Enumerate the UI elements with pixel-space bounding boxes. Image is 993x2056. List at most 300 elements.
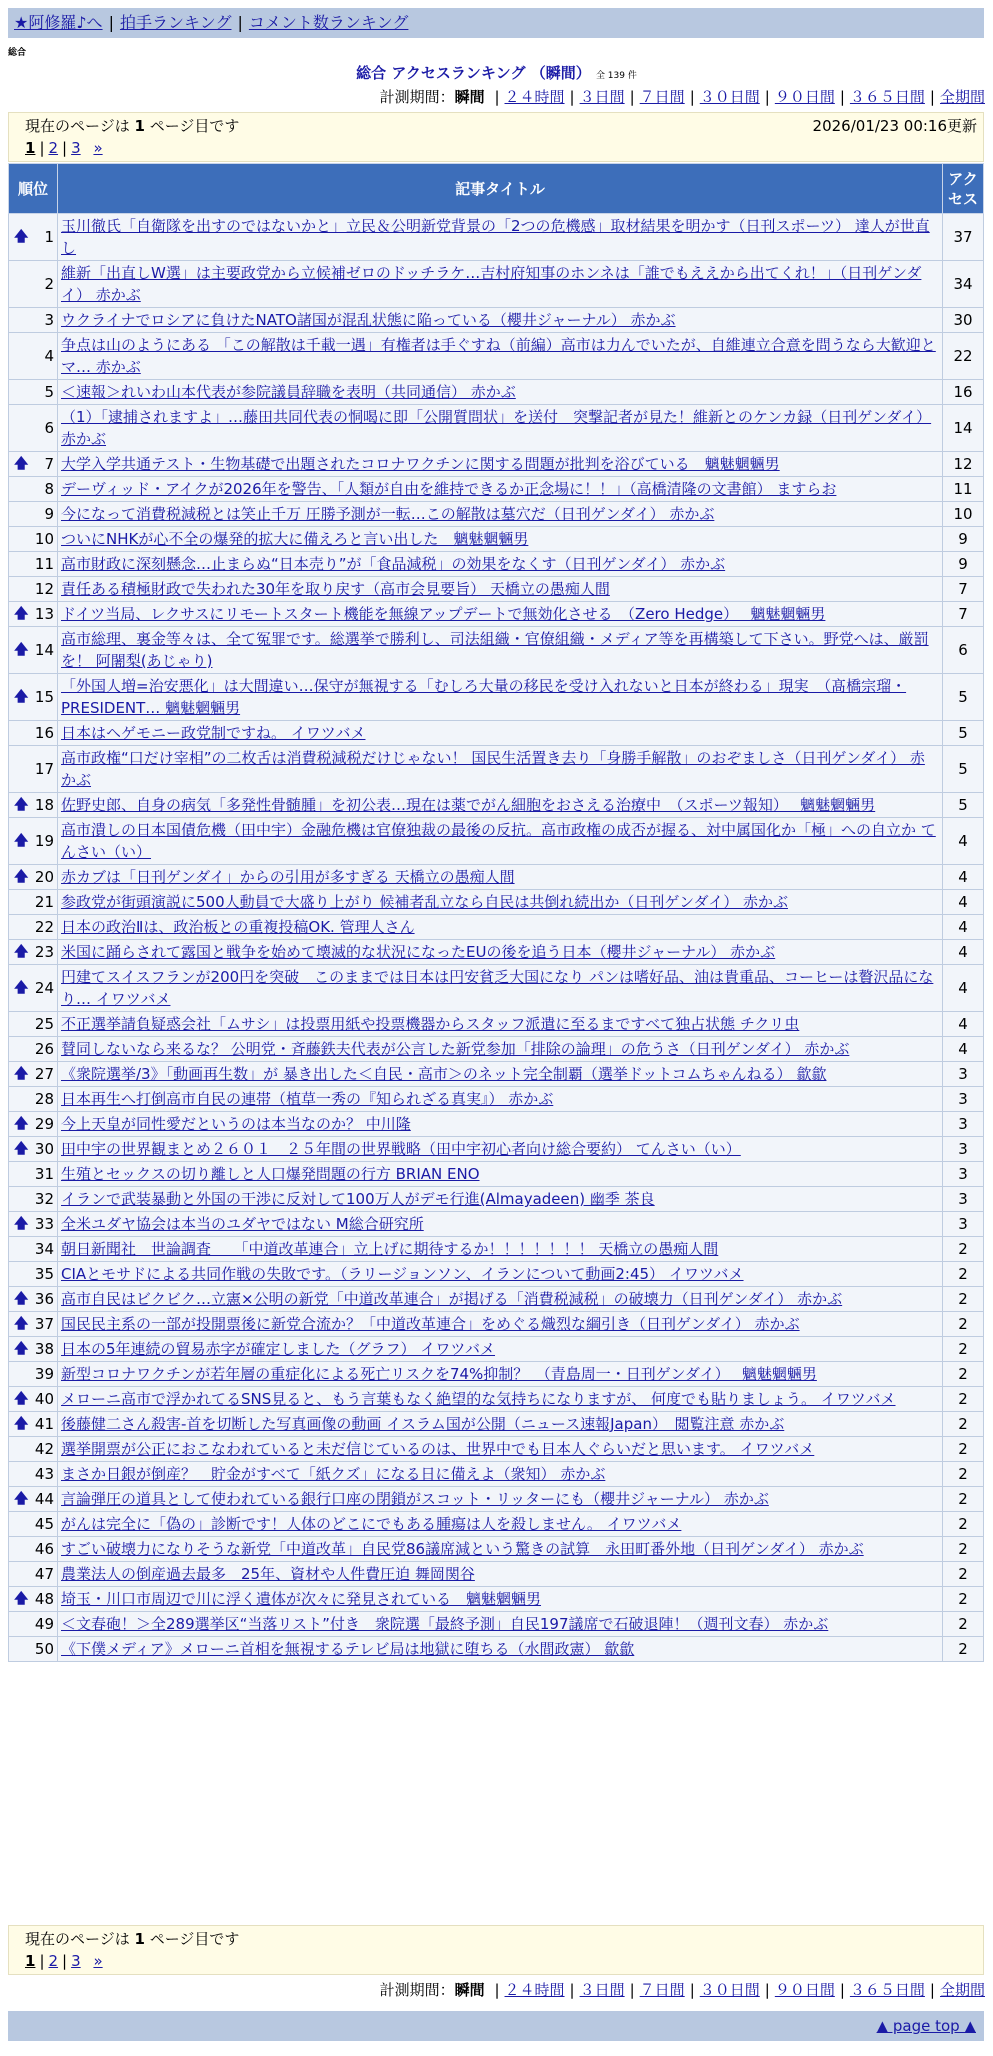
- period-link-5[interactable]: ３６５日間: [849, 1981, 925, 1999]
- rank-cell: [9, 333, 58, 380]
- title-cell: [58, 1562, 943, 1587]
- period-link-6[interactable]: 全期間: [939, 1981, 985, 1999]
- rank-cell: [9, 308, 58, 333]
- category-label: 総合: [8, 48, 27, 58]
- access-count: 16: [943, 380, 984, 405]
- table-row: [9, 405, 984, 452]
- title-cell: [58, 1262, 943, 1287]
- table-row: [9, 1287, 984, 1312]
- page-links: [25, 1950, 967, 1972]
- rank-cell: [9, 674, 58, 721]
- table-row: [9, 865, 984, 890]
- page-link-2[interactable]: 2: [48, 1952, 59, 1970]
- up-arrow-icon: 🡅: [14, 1391, 29, 1407]
- access-count: 4: [943, 890, 984, 915]
- title-cell: [58, 674, 943, 721]
- rank-number: 31: [34, 1165, 54, 1183]
- rank-cell: [9, 452, 58, 477]
- access-count: 2: [943, 1487, 984, 1512]
- top-nav: [8, 8, 984, 38]
- home-link[interactable]: ★阿修羅♪へ: [14, 13, 103, 32]
- pager-text-before: 現在のページは: [25, 117, 130, 135]
- rank-cell: [9, 1212, 58, 1237]
- rank-cell: [9, 940, 58, 965]
- rank-cell: [9, 1137, 58, 1162]
- table-row: [9, 1112, 984, 1137]
- article-link[interactable]: 高市政権“口だけ宰相”の二枚舌は消費税減税だけじゃない！ 国民生活置き去り「身勝手解散」のおぞましさ（日刊ゲンダイ） 赤かぶ: [61, 749, 925, 789]
- article-link[interactable]: 高市総理、裏金等々は、全て冤罪です。総選挙で勝利し、司法組織・官僚組織・メディア等を再構築して下さい。野党へは、厳罰を！ 阿闍梨(あじゃり): [61, 630, 929, 670]
- pager-top: [8, 112, 984, 162]
- page-title: [0, 62, 993, 83]
- table-row: [9, 793, 984, 818]
- title-cell: [58, 940, 943, 965]
- article-link[interactable]: 日本再生へ打倒高市自民の連帯（植草一秀の『知られざる真実』） 赤かぶ: [61, 1090, 554, 1108]
- rank-cell: [9, 1262, 58, 1287]
- table-row: [9, 1062, 984, 1087]
- access-count: 30: [943, 308, 984, 333]
- period-separator: |: [494, 88, 500, 106]
- table-row: [9, 1612, 984, 1637]
- article-link[interactable]: ドイツ当局、レクサスにリモートスタート機能を無線アップデートで無効化させる （Zero Hedge） 魑魅魍魎男: [61, 605, 826, 623]
- access-count: 3: [943, 1062, 984, 1087]
- period-separator: |: [689, 88, 695, 106]
- period-separator: |: [929, 88, 935, 106]
- title-cell: [58, 380, 943, 405]
- table-row: [9, 746, 984, 793]
- period-link-3[interactable]: ３０日間: [699, 88, 760, 106]
- ranking-header-row: [9, 164, 984, 214]
- article-link[interactable]: 高市潰しの日本国債危機（田中宇）金融危機は官僚独裁の最後の反抗。高市政権の成否が握る、対中属国化か「極」への自立か てんさい（い）: [61, 821, 936, 861]
- title-cell: [58, 1537, 943, 1562]
- access-count: 4: [943, 1012, 984, 1037]
- period-label: 計測期間：: [379, 1981, 455, 1999]
- access-count: 7: [943, 602, 984, 627]
- period-separator: |: [929, 1981, 935, 1999]
- page-separator: |: [39, 139, 45, 157]
- rank-number: 24: [34, 979, 54, 997]
- up-arrow-icon: 🡅: [14, 456, 29, 472]
- rank-header: 順位: [9, 164, 58, 214]
- comment-ranking-link[interactable]: コメント数ランキング: [248, 13, 409, 32]
- period-link-1[interactable]: ３日間: [579, 1981, 625, 1999]
- rank-number: 46: [34, 1540, 54, 1558]
- period-separator: |: [494, 1981, 500, 1999]
- table-row: [9, 818, 984, 865]
- rank-number: 12: [34, 580, 54, 598]
- article-link[interactable]: すごい破壊力になりそうな新党「中道改革」自民党86議席減という驚きの試算 永田町番外地（日刊ゲンダイ） 赤かぶ: [61, 1540, 864, 1558]
- article-link[interactable]: デーヴィッド・アイクが2026年を警告、「人類が自由を維持できるか正念場に！！」（高橋清隆の文書館） ますらお: [61, 480, 837, 498]
- up-arrow-icon: 🡅: [14, 1416, 29, 1432]
- table-row: [9, 502, 984, 527]
- article-link[interactable]: 国民民主系の一部が投開票後に新党合流か？「中道改革連合」をめぐる熾烈な綱引き（日刊ゲンダイ） 赤かぶ: [61, 1315, 800, 1333]
- access-count: 2: [943, 1387, 984, 1412]
- rank-number: 18: [34, 796, 54, 814]
- period-link-0[interactable]: ２４時間: [504, 1981, 565, 1999]
- period-separator: |: [629, 88, 635, 106]
- rank-number: 10: [34, 530, 54, 548]
- article-link[interactable]: 佐野史郎、自身の病気「多発性骨髄腫」を初公表…現在は薬でがん細胞をおさえる治療中 （スポーツ報知） 魑魅魍魎男: [61, 796, 876, 814]
- current-page-text: [25, 1928, 967, 1950]
- up-arrow-icon: 🡅: [14, 1316, 29, 1332]
- article-link[interactable]: 埼玉・川口市周辺で川に浮く遺体が次々に発見されている 魑魅魍魎男: [61, 1590, 542, 1608]
- article-link[interactable]: 日本はヘゲモニー政党制ですね。 イワツバメ: [61, 724, 366, 742]
- article-link[interactable]: ＜文春砲！＞全289選挙区“当落リスト”付き 衆院選「最終予測」自民197議席で石破退陣！（週刊文春） 赤かぶ: [61, 1615, 829, 1633]
- table-row: [9, 890, 984, 915]
- rank-cell: [9, 477, 58, 502]
- period-separator: |: [764, 1981, 770, 1999]
- article-link[interactable]: 赤カブは「日刊ゲンダイ」からの引用が多すぎる 天橋立の愚痴人間: [61, 868, 515, 886]
- title-cell: [58, 1187, 943, 1212]
- access-count: 4: [943, 965, 984, 1012]
- access-count: 2: [943, 1562, 984, 1587]
- access-count: 5: [943, 746, 984, 793]
- rank-number: 35: [34, 1265, 54, 1283]
- pager-current-number: 1: [134, 1930, 145, 1948]
- period-link-3[interactable]: ３０日間: [699, 1981, 760, 1999]
- table-row: [9, 552, 984, 577]
- table-row: [9, 308, 984, 333]
- rank-number: 48: [34, 1590, 54, 1608]
- page-link-3[interactable]: 3: [71, 1952, 81, 1970]
- next-page-link[interactable]: »: [93, 139, 103, 157]
- access-count: 4: [943, 915, 984, 940]
- article-link[interactable]: 高市自民はビクビク…立憲×公明の新党「中道改革連合」が掲げる「消費税減税」の破壊力（日刊ゲンダイ） 赤かぶ: [61, 1290, 843, 1308]
- article-link[interactable]: 新型コロナワクチンが若年層の重症化による死亡リスクを74%抑制？ （青島周一・日刊ゲンダイ） 魑魅魍魎男: [61, 1365, 817, 1383]
- article-link[interactable]: 高市財政に深刻懸念…止まらぬ“日本売り”が「食品減税」の効果をなくす（日刊ゲンダイ） 赤かぶ: [61, 555, 726, 573]
- period-separator: |: [689, 1981, 695, 1999]
- rank-cell: [9, 793, 58, 818]
- article-link[interactable]: 米国に踊らされて露国と戦争を始めて壊滅的な状況になったEUの後を追う日本（櫻井ジャーナル） 赤かぶ: [61, 943, 776, 961]
- next-page-link[interactable]: »: [93, 1952, 103, 1970]
- title-cell: [58, 865, 943, 890]
- access-count: 3: [943, 1112, 984, 1137]
- rank-cell: [9, 1112, 58, 1137]
- rank-number: 30: [34, 1140, 54, 1158]
- title-cell: [58, 1362, 943, 1387]
- article-link[interactable]: 朝日新聞社 世論調査 「中道改革連合」立上げに期待するか！！！！！！！ 天橋立の愚痴人間: [61, 1240, 719, 1258]
- article-link[interactable]: 田中宇の世界観まとめ２６０１ ２５年間の世界戦略（田中宇初心者向け総合要約） てんさい（い）: [61, 1140, 741, 1158]
- up-arrow-icon: 🡅: [14, 797, 29, 813]
- rank-cell: [9, 552, 58, 577]
- article-link[interactable]: 日本の5年連続の貿易赤字が確定しました（グラフ） イワツバメ: [61, 1340, 496, 1358]
- article-link[interactable]: ウクライナでロシアに負けたNATO諸国が混乱状態に陥っている（櫻井ジャーナル） 赤かぶ: [61, 311, 676, 329]
- access-count: 5: [943, 721, 984, 746]
- title-cell: [58, 793, 943, 818]
- rank-number: 8: [44, 480, 54, 498]
- article-link[interactable]: 維新「出直しW選」は主要政党から立候補ゼロのドッチラケ…吉村府知事のホンネは「誰でもええから出てくれ！」（日刊ゲンダイ） 赤かぶ: [61, 264, 922, 304]
- title-cell: [58, 1062, 943, 1087]
- access-count: 2: [943, 1412, 984, 1437]
- title-cell: [58, 1287, 943, 1312]
- article-link[interactable]: 今になって消費税減税とは笑止千万 圧勝予測が一転…この解散は墓穴だ（日刊ゲンダイ） 赤かぶ: [61, 505, 715, 523]
- title-cell: [58, 308, 943, 333]
- access-count: 2: [943, 1637, 984, 1662]
- rank-cell: [9, 261, 58, 308]
- up-arrow-icon: 🡅: [14, 229, 29, 245]
- rank-number: 41: [34, 1415, 54, 1433]
- article-link[interactable]: 賛同しないなら来るな？ 公明党・斉藤鉄夫代表が公言した新党参加「排除の論理」の危うさ（日刊ゲンダイ） 赤かぶ: [61, 1040, 850, 1058]
- access-count: 4: [943, 1037, 984, 1062]
- access-count: 4: [943, 818, 984, 865]
- article-link[interactable]: 《下僕メディア》メローニ首相を無視するテレビ局は地獄に堕ちる（水間政憲） 歙歙: [61, 1640, 635, 1658]
- table-row: [9, 452, 984, 477]
- table-row: [9, 1012, 984, 1037]
- table-row: [9, 1212, 984, 1237]
- up-arrow-icon: 🡅: [14, 980, 29, 996]
- period-link-5[interactable]: ３６５日間: [849, 88, 925, 106]
- access-count: 4: [943, 940, 984, 965]
- title-cell: [58, 1312, 943, 1337]
- title-cell: [58, 721, 943, 746]
- bottom-bar: [8, 2011, 984, 2041]
- period-links: [489, 88, 985, 106]
- up-arrow-icon: 🡅: [14, 833, 29, 849]
- page-separator: |: [39, 1952, 45, 1970]
- rank-number: 42: [34, 1440, 54, 1458]
- access-count: 3: [943, 1087, 984, 1112]
- article-link[interactable]: 生殖とセックスの切り離しと人口爆発問題の行方 BRIAN ENO: [61, 1165, 480, 1183]
- table-row: [9, 940, 984, 965]
- table-row: [9, 261, 984, 308]
- up-arrow-icon: 🡅: [14, 944, 29, 960]
- article-link[interactable]: 選挙開票が公正におこなわれていると未だ信じているのは、世界中でも日本人ぐらいだと思います。 イワツバメ: [61, 1440, 815, 1458]
- rank-number: 34: [34, 1240, 54, 1258]
- article-link[interactable]: 責任ある積極財政で失われた30年を取り戻す（高市会見要旨） 天橋立の愚痴人間: [61, 580, 610, 598]
- table-row: [9, 602, 984, 627]
- table-row: [9, 915, 984, 940]
- access-count: 12: [943, 452, 984, 477]
- pager-text-after: ページ目です: [149, 117, 240, 135]
- article-link[interactable]: 円建てスイスフランが200円を突破 このままでは日本は円安貧乏大国になり パンは嗜好品、油は貴重品、コーヒーは贅沢品になり… イワツバメ: [61, 968, 934, 1008]
- period-link-4[interactable]: ９０日間: [774, 88, 835, 106]
- rank-number: 27: [34, 1065, 54, 1083]
- access-count: 22: [943, 333, 984, 380]
- table-row: [9, 1187, 984, 1212]
- page-spacer: [81, 139, 94, 157]
- article-link[interactable]: 《衆院選挙/3》「動画再生数」が 暴き出した＜自民・高市＞のネット完全制覇（選挙ドットコムちゃんねる） 歙歙: [61, 1065, 827, 1083]
- table-row: [9, 214, 984, 261]
- title-cell: [58, 1162, 943, 1187]
- count-header: アクセス: [943, 164, 984, 214]
- rank-number: 40: [34, 1390, 54, 1408]
- access-count: 14: [943, 405, 984, 452]
- rank-cell: [9, 818, 58, 865]
- period-link-2[interactable]: ７日間: [639, 88, 685, 106]
- rank-number: 43: [34, 1465, 54, 1483]
- title-cell: [58, 1337, 943, 1362]
- article-link[interactable]: 後藤健二さん殺害-首を切断した写真画像の動画 イスラム国が公開（ニュース速報Japan） 閲覧注意 赤かぶ: [61, 1415, 785, 1433]
- rank-number: 45: [34, 1515, 54, 1533]
- article-link[interactable]: 大学入学共通テスト・生物基礎で出題されたコロナワクチンに関する問題が批判を浴びている 魑魅魍魎男: [61, 455, 780, 473]
- period-current: 瞬間: [454, 1981, 485, 1999]
- title-cell: [58, 502, 943, 527]
- article-link[interactable]: 日本の政治Ⅱは、政治板との重複投稿OK. 管理人さん: [61, 918, 415, 936]
- article-link[interactable]: 全米ユダヤ協会は本当のユダヤではない M総合研究所: [61, 1215, 424, 1233]
- nav-separator: |: [237, 13, 243, 32]
- rank-cell: [9, 865, 58, 890]
- rank-number: 39: [34, 1365, 54, 1383]
- access-count: 2: [943, 1287, 984, 1312]
- article-link[interactable]: メローニ高市で浮かれてるSNS見ると、もう言葉もなく絶望的な気持ちになりますが、 何度でも貼りましょう。 イワツバメ: [61, 1390, 896, 1408]
- access-count: 2: [943, 1587, 984, 1612]
- article-link[interactable]: 参政党が街頭演説に500人動員で大盛り上がり 候補者乱立なら自民は共倒れ続出か（日刊ゲンダイ） 赤かぶ: [61, 893, 788, 911]
- article-link[interactable]: CIAとモサドによる共同作戦の失敗です。（ラリージョンソン、イランについて動画2:45） イワツバメ: [61, 1265, 744, 1283]
- access-count: 2: [943, 1237, 984, 1262]
- period-link-2[interactable]: ７日間: [639, 1981, 685, 1999]
- rank-cell: [9, 721, 58, 746]
- rank-cell: [9, 890, 58, 915]
- access-count: 2: [943, 1337, 984, 1362]
- access-count: 2: [943, 1512, 984, 1537]
- title-cell: [58, 1637, 943, 1662]
- access-count: 3: [943, 1137, 984, 1162]
- up-arrow-icon: 🡅: [14, 642, 29, 658]
- up-arrow-icon: 🡅: [14, 1591, 29, 1607]
- rank-number: 29: [34, 1115, 54, 1133]
- table-row: [9, 1537, 984, 1562]
- table-row: [9, 1637, 984, 1662]
- rank-number: 26: [34, 1040, 54, 1058]
- rank-number: 37: [34, 1315, 54, 1333]
- table-row: [9, 527, 984, 552]
- access-count: 2: [943, 1312, 984, 1337]
- page-top-link[interactable]: ▲ page top ▲: [876, 2017, 976, 2035]
- article-link[interactable]: （1）「逮捕されますよ」…藤田共同代表の恫喝に即「公開質問状」を送付 突撃記者が見た！維新とのケンカ録（日刊ゲンダイ） 赤かぶ: [61, 408, 932, 448]
- period-link-6[interactable]: 全期間: [939, 88, 985, 106]
- access-count: 37: [943, 214, 984, 261]
- period-link-1[interactable]: ３日間: [579, 88, 625, 106]
- title-cell: [58, 261, 943, 308]
- up-arrow-icon: 🡅: [14, 1216, 29, 1232]
- up-arrow-icon: 🡅: [14, 1291, 29, 1307]
- nav-separator: |: [108, 13, 114, 32]
- article-link[interactable]: イランで武装暴動と外国の干渉に反対して100万人がデモ行進(Almayadeen) 幽季 茶良: [61, 1190, 655, 1208]
- rank-number: 7: [44, 455, 54, 473]
- title-cell: [58, 1437, 943, 1462]
- up-arrow-icon: 🡅: [14, 1491, 29, 1507]
- pager-bottom: [8, 1925, 984, 1975]
- table-row: [9, 1387, 984, 1412]
- article-link[interactable]: 争点は山のようにある 「この解散は千載一遇」有権者は手ぐすね（前編）高市は力んでいたが、自維連立合意を問うなら大歓迎とマ… 赤かぶ: [61, 336, 936, 376]
- title-cell: [58, 1512, 943, 1537]
- title-cell: [58, 405, 943, 452]
- article-link[interactable]: 不正選挙請負疑惑会社「ムサシ」は投票用紙や投票機器からスタッフ派遣に至るまですべて独占状態 チクリ虫: [61, 1015, 800, 1033]
- rank-number: 2: [44, 275, 54, 293]
- rank-number: 44: [34, 1490, 54, 1508]
- rank-number: 32: [34, 1190, 54, 1208]
- access-count: 9: [943, 552, 984, 577]
- pager-current-number: 1: [134, 117, 145, 135]
- rank-cell: [9, 746, 58, 793]
- period-separator: |: [764, 88, 770, 106]
- table-row: [9, 1512, 984, 1537]
- rank-number: 16: [34, 724, 54, 742]
- title-cell: [58, 1112, 943, 1137]
- page-link-1: 1: [25, 139, 36, 157]
- pager-text-after: ページ目です: [149, 1930, 240, 1948]
- rank-cell: [9, 1062, 58, 1087]
- period-separator: |: [839, 88, 845, 106]
- table-row: [9, 627, 984, 674]
- ranking-table: [8, 163, 984, 1662]
- table-row: [9, 1487, 984, 1512]
- rank-cell: [9, 1562, 58, 1587]
- access-count: 9: [943, 527, 984, 552]
- title-header: 記事タイトル: [58, 164, 943, 214]
- period-selector-bottom: [380, 1979, 985, 2000]
- rank-cell: [9, 1437, 58, 1462]
- rank-cell: [9, 915, 58, 940]
- rank-number: 22: [34, 918, 54, 936]
- rank-cell: [9, 1637, 58, 1662]
- title-cell: [58, 1387, 943, 1412]
- table-row: [9, 1087, 984, 1112]
- title-cell: [58, 477, 943, 502]
- title-cell: [58, 1012, 943, 1037]
- article-link[interactable]: ＜速報＞れいわ山本代表が参院議員辞職を表明（共同通信） 赤かぶ: [61, 383, 516, 401]
- title-cell: [58, 452, 943, 477]
- up-arrow-icon: 🡅: [14, 869, 29, 885]
- rank-number: 19: [34, 832, 54, 850]
- rank-number: 17: [34, 760, 54, 778]
- rank-cell: [9, 1487, 58, 1512]
- article-link[interactable]: がんは完全に「偽の」診断です！人体のどこにでもある腫瘍は人を殺しません。 イワツバメ: [61, 1515, 682, 1533]
- table-row: [9, 1587, 984, 1612]
- clap-ranking-link[interactable]: 拍手ランキング: [119, 13, 232, 32]
- table-row: [9, 333, 984, 380]
- rank-cell: [9, 1237, 58, 1262]
- rank-number: 28: [34, 1090, 54, 1108]
- title-cell: [58, 1412, 943, 1437]
- rank-cell: [9, 214, 58, 261]
- period-label: 計測期間：: [379, 88, 455, 106]
- rank-cell: [9, 1387, 58, 1412]
- article-link[interactable]: ついにNHKが心不全の爆発的拡大に備えろと言い出した 魑魅魍魎男: [61, 530, 529, 548]
- rank-cell: [9, 1162, 58, 1187]
- title-cell: [58, 214, 943, 261]
- rank-number: 20: [34, 868, 54, 886]
- article-link[interactable]: 「外国人増=治安悪化」は大間違い…保守が無視する「むしろ大量の移民を受け入れないと日本が終わる」現実 （髙橋宗瑠・PRESIDENT… 魑魅魍魎男: [61, 677, 907, 717]
- title-cell: [58, 1037, 943, 1062]
- rank-cell: [9, 380, 58, 405]
- title-cell: [58, 527, 943, 552]
- table-row: [9, 1337, 984, 1362]
- period-link-0[interactable]: ２４時間: [504, 88, 565, 106]
- rank-cell: [9, 1312, 58, 1337]
- page-links: [25, 137, 967, 159]
- article-link[interactable]: 言論弾圧の道具として使われている銀行口座の閉鎖がスコット・リッターにも（櫻井ジャーナル） 赤かぶ: [61, 1490, 769, 1508]
- page-link-3[interactable]: 3: [71, 139, 81, 157]
- period-link-4[interactable]: ９０日間: [774, 1981, 835, 1999]
- rank-cell: [9, 1287, 58, 1312]
- article-link[interactable]: 今上天皇が同性愛だというのは本当なのか？ 中川隆: [61, 1115, 411, 1133]
- rank-number: 4: [44, 347, 54, 365]
- access-count: 2: [943, 1362, 984, 1387]
- page-link-2[interactable]: 2: [48, 139, 59, 157]
- rank-number: 25: [34, 1015, 54, 1033]
- access-count: 2: [943, 1537, 984, 1562]
- table-row: [9, 1262, 984, 1287]
- rank-cell: [9, 627, 58, 674]
- table-row: [9, 1462, 984, 1487]
- rank-cell: [9, 1087, 58, 1112]
- article-link[interactable]: 農業法人の倒産過去最多 25年、資材や人件費圧迫 舞岡関谷: [61, 1565, 475, 1583]
- period-links: [489, 1981, 985, 1999]
- access-count: 3: [943, 1212, 984, 1237]
- period-separator: |: [629, 1981, 635, 1999]
- article-link[interactable]: 玉川徹氏「自衛隊を出すのではないかと」立民＆公明新党背景の「2つの危機感」取材結果を明かす（日刊スポーツ） 達人が世直し: [61, 217, 930, 257]
- article-link[interactable]: まさか日銀が倒産？ 貯金がすべて「紙クズ」になる日に備えよ（衆知） 赤かぶ: [61, 1465, 606, 1483]
